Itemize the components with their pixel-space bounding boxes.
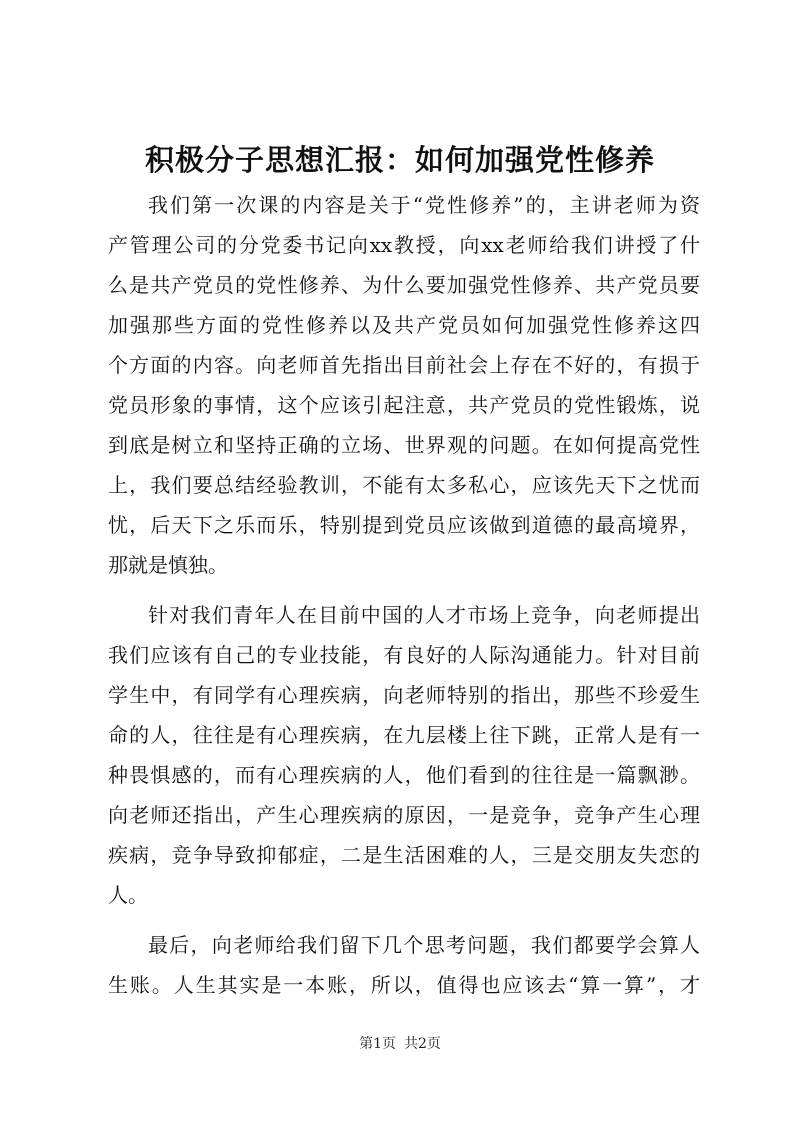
text-line: 加强那些方面的党性修养以及共产党员如何加强党性修养这四 [108, 313, 700, 337]
paragraph-spacer [108, 585, 700, 595]
text-line: 最后，向老师给我们留下几个思考问题，我们都要学会算人 [148, 933, 700, 957]
page-footer [0, 1034, 800, 1054]
text-line: 命的人，往往是有心理疾病，在九层楼上往下跳，正常人是有一 [108, 723, 700, 747]
text-line: 种畏惧感的，而有心理疾病的人，他们看到的往往是一篇飘渺。 [108, 763, 700, 787]
text-line: 党员形象的事情，这个应该引起注意，共产党员的党性锻炼，说 [108, 393, 700, 417]
text-line: 针对我们青年人在目前中国的人才市场上竞争，向老师提出 [148, 603, 700, 627]
text-line: 人。 [108, 883, 148, 907]
text-line: 学生中，有同学有心理疾病，向老师特别的指出，那些不珍爱生 [108, 683, 700, 707]
paragraph [108, 925, 700, 1005]
text-line: 产管理公司的分党委书记向xx教授，向xx老师给我们讲授了什 [108, 233, 700, 257]
page-number: 第1页 [359, 1036, 396, 1052]
paragraph [108, 595, 700, 915]
text-line: 么是共产党员的党性修养、为什么要加强党性修养、共产党员要 [108, 273, 700, 297]
text-line: 向老师还指出，产生心理疾病的原因，一是竞争，竞争产生心理 [108, 803, 700, 827]
text-line: 个方面的内容。向老师首先指出目前社会上存在不好的，有损于 [108, 353, 700, 377]
text-line: 我们第一次课的内容是关于“党性修养”的，主讲老师为资 [148, 193, 700, 217]
document-title: 积极分子思想汇报：如何加强党性修养 [144, 143, 655, 177]
text-line: 那就是慎独。 [108, 553, 228, 577]
page-total: 共2页 [404, 1036, 441, 1052]
paragraph [108, 185, 700, 585]
text-line: 忧，后天下之乐而乐，特别提到党员应该做到道德的最高境界， [108, 513, 700, 537]
paragraph-spacer [108, 915, 700, 925]
text-line: 我们应该有自己的专业技能，有良好的人际沟通能力。针对目前 [108, 643, 700, 667]
text-line: 疾病，竞争导致抑郁症，二是生活困难的人，三是交朋友失恋的 [108, 843, 700, 867]
text-line: 上，我们要总结经验教训，不能有太多私心，应该先天下之忧而 [108, 473, 700, 497]
text-line: 到底是树立和坚持正确的立场、世界观的问题。在如何提高党性 [108, 433, 700, 457]
document-body [108, 185, 700, 1005]
text-line: 生账。人生其实是一本账，所以，值得也应该去“算一算”，才 [108, 973, 700, 997]
